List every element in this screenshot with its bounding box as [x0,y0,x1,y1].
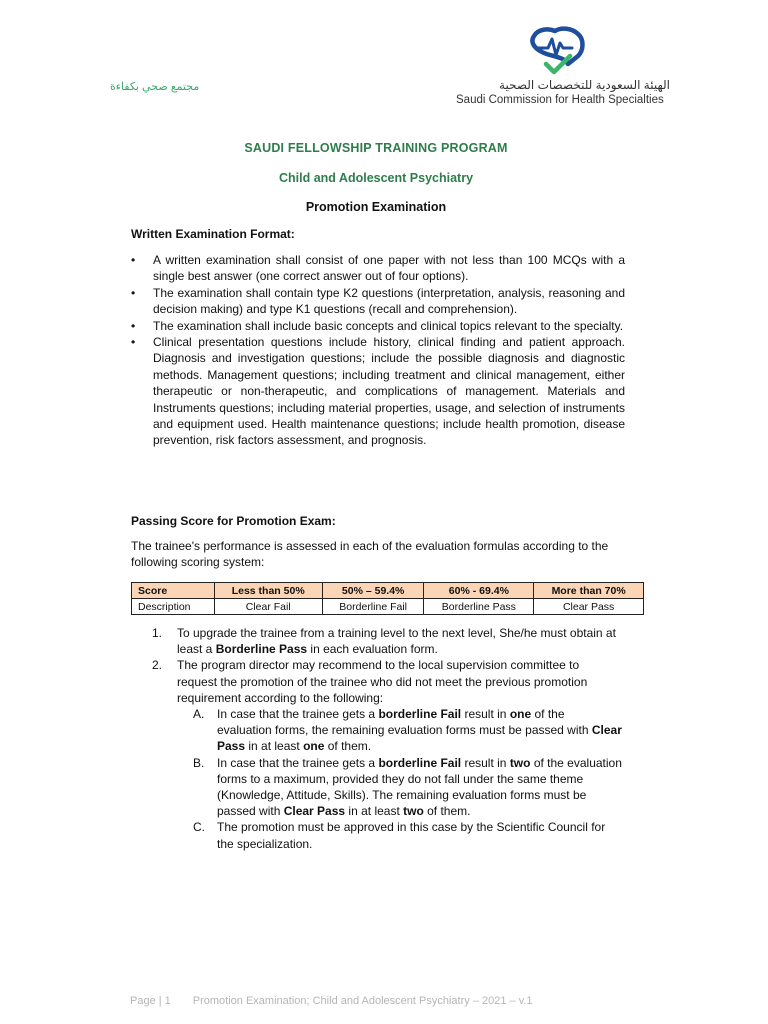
bullet-icon: • [131,335,136,350]
table-cell: Description [132,599,215,615]
table-header-row [132,583,644,599]
table-header-cell: 60% - 69.4% [424,583,534,599]
written-format-heading: Written Examination Format: [131,227,295,241]
list-item: 1. To upgrade the trainee from a training level to the next level, She/he must obtain at least a Borderline Pass in each evaluation form. [152,626,616,657]
list-item: • Clinical presentation questions include history, clinical finding and patient approach. Diagnosis and investigation questions; include the possible diagnosis and diagnostic methods. Management questions; including treatment and clinical management, either therapeutic or non-therapeutic, and complications of management. Materials and Instruments questions; including material properties, usage, and selection of instruments and equipment used. Health maintenance questions; include health promotion, disease prevention, risk factors assessment, and prognosis. [131,335,625,448]
passing-score-heading: Passing Score for Promotion Exam: [131,514,336,528]
schs-logo-icon [528,26,586,78]
table-header-cell: 50% – 59.4% [322,583,424,599]
page-number: Page | 1 [130,995,171,1007]
sub-list-item: C. The promotion must be approved in this case by the Scientific Council for the specialization. [193,820,606,851]
table-cell: Borderline Fail [322,599,424,615]
sub-list-item: B. In case that the trainee gets a borderline Fail result in two of the evaluation forms to a maximum, provided they do not fall under the same theme (Knowledge, Attitude, Skills). The remaining evaluation forms must be passed with Clear Pass in at least two of them. [193,755,622,819]
written-format-list [131,252,625,449]
list-letter: B. [193,755,205,770]
table-cell: Clear Fail [214,599,322,615]
table-cell: Clear Pass [534,599,644,615]
footer-document-label: Promotion Examination; Child and Adolescent Psychiatry – 2021 – v.1 [192,995,533,1007]
page-footer [130,995,533,1007]
exam-title: Promotion Examination [305,200,447,214]
table-header-cell: Less than 50% [214,583,322,599]
promotion-rules-list [152,625,622,852]
specialty-title: Child and Adolescent Psychiatry [278,171,474,185]
scoring-table [131,582,644,615]
tagline-arabic: مجتمع صحي بكفاءة [110,81,200,93]
program-title: SAUDI FELLOWSHIP TRAINING PROGRAM [244,141,508,155]
org-name-english: Saudi Commission for Health Specialties [456,94,664,106]
table-cell: Borderline Pass [424,599,534,615]
list-item: • A written examination shall consist of one paper with not less than 100 MCQs with a single best answer (one correct answer out of four options). [131,253,625,284]
list-letter: A. [193,707,205,722]
sub-list-item: A. In case that the trainee gets a borderline Fail result in one of the evaluation forms, the remaining evaluation forms must be passed with Clear Pass in at least one of them. [193,707,622,754]
list-item: • The examination shall include basic concepts and clinical topics relevant to the specialty. [131,318,624,333]
list-number: 2. [152,658,163,673]
table-header-cell: Score [132,583,215,599]
list-letter: C. [193,820,205,835]
bullet-icon: • [131,318,136,333]
list-number: 1. [152,626,163,640]
passing-score-intro: The trainee's performance is assessed in each of the evaluation formulas according to the following scoring system: [131,539,609,570]
bullet-icon: • [131,253,136,267]
org-name-arabic: الهيئة السعودية للتخصصات الصحية [499,78,670,92]
list-item: • The examination shall contain type K2 questions (interpretation, analysis, reasoning and decision making) and type K1 questions (recall and comprehension). [131,285,625,317]
table-header-cell: More than 70% [534,583,644,599]
table-row [132,599,644,615]
list-item: 2. The program director may recommend to the local supervision committee to request the promotion of the trainee who did not meet the previous promotion requirement according to the following: [152,658,588,705]
bullet-icon: • [131,285,136,300]
